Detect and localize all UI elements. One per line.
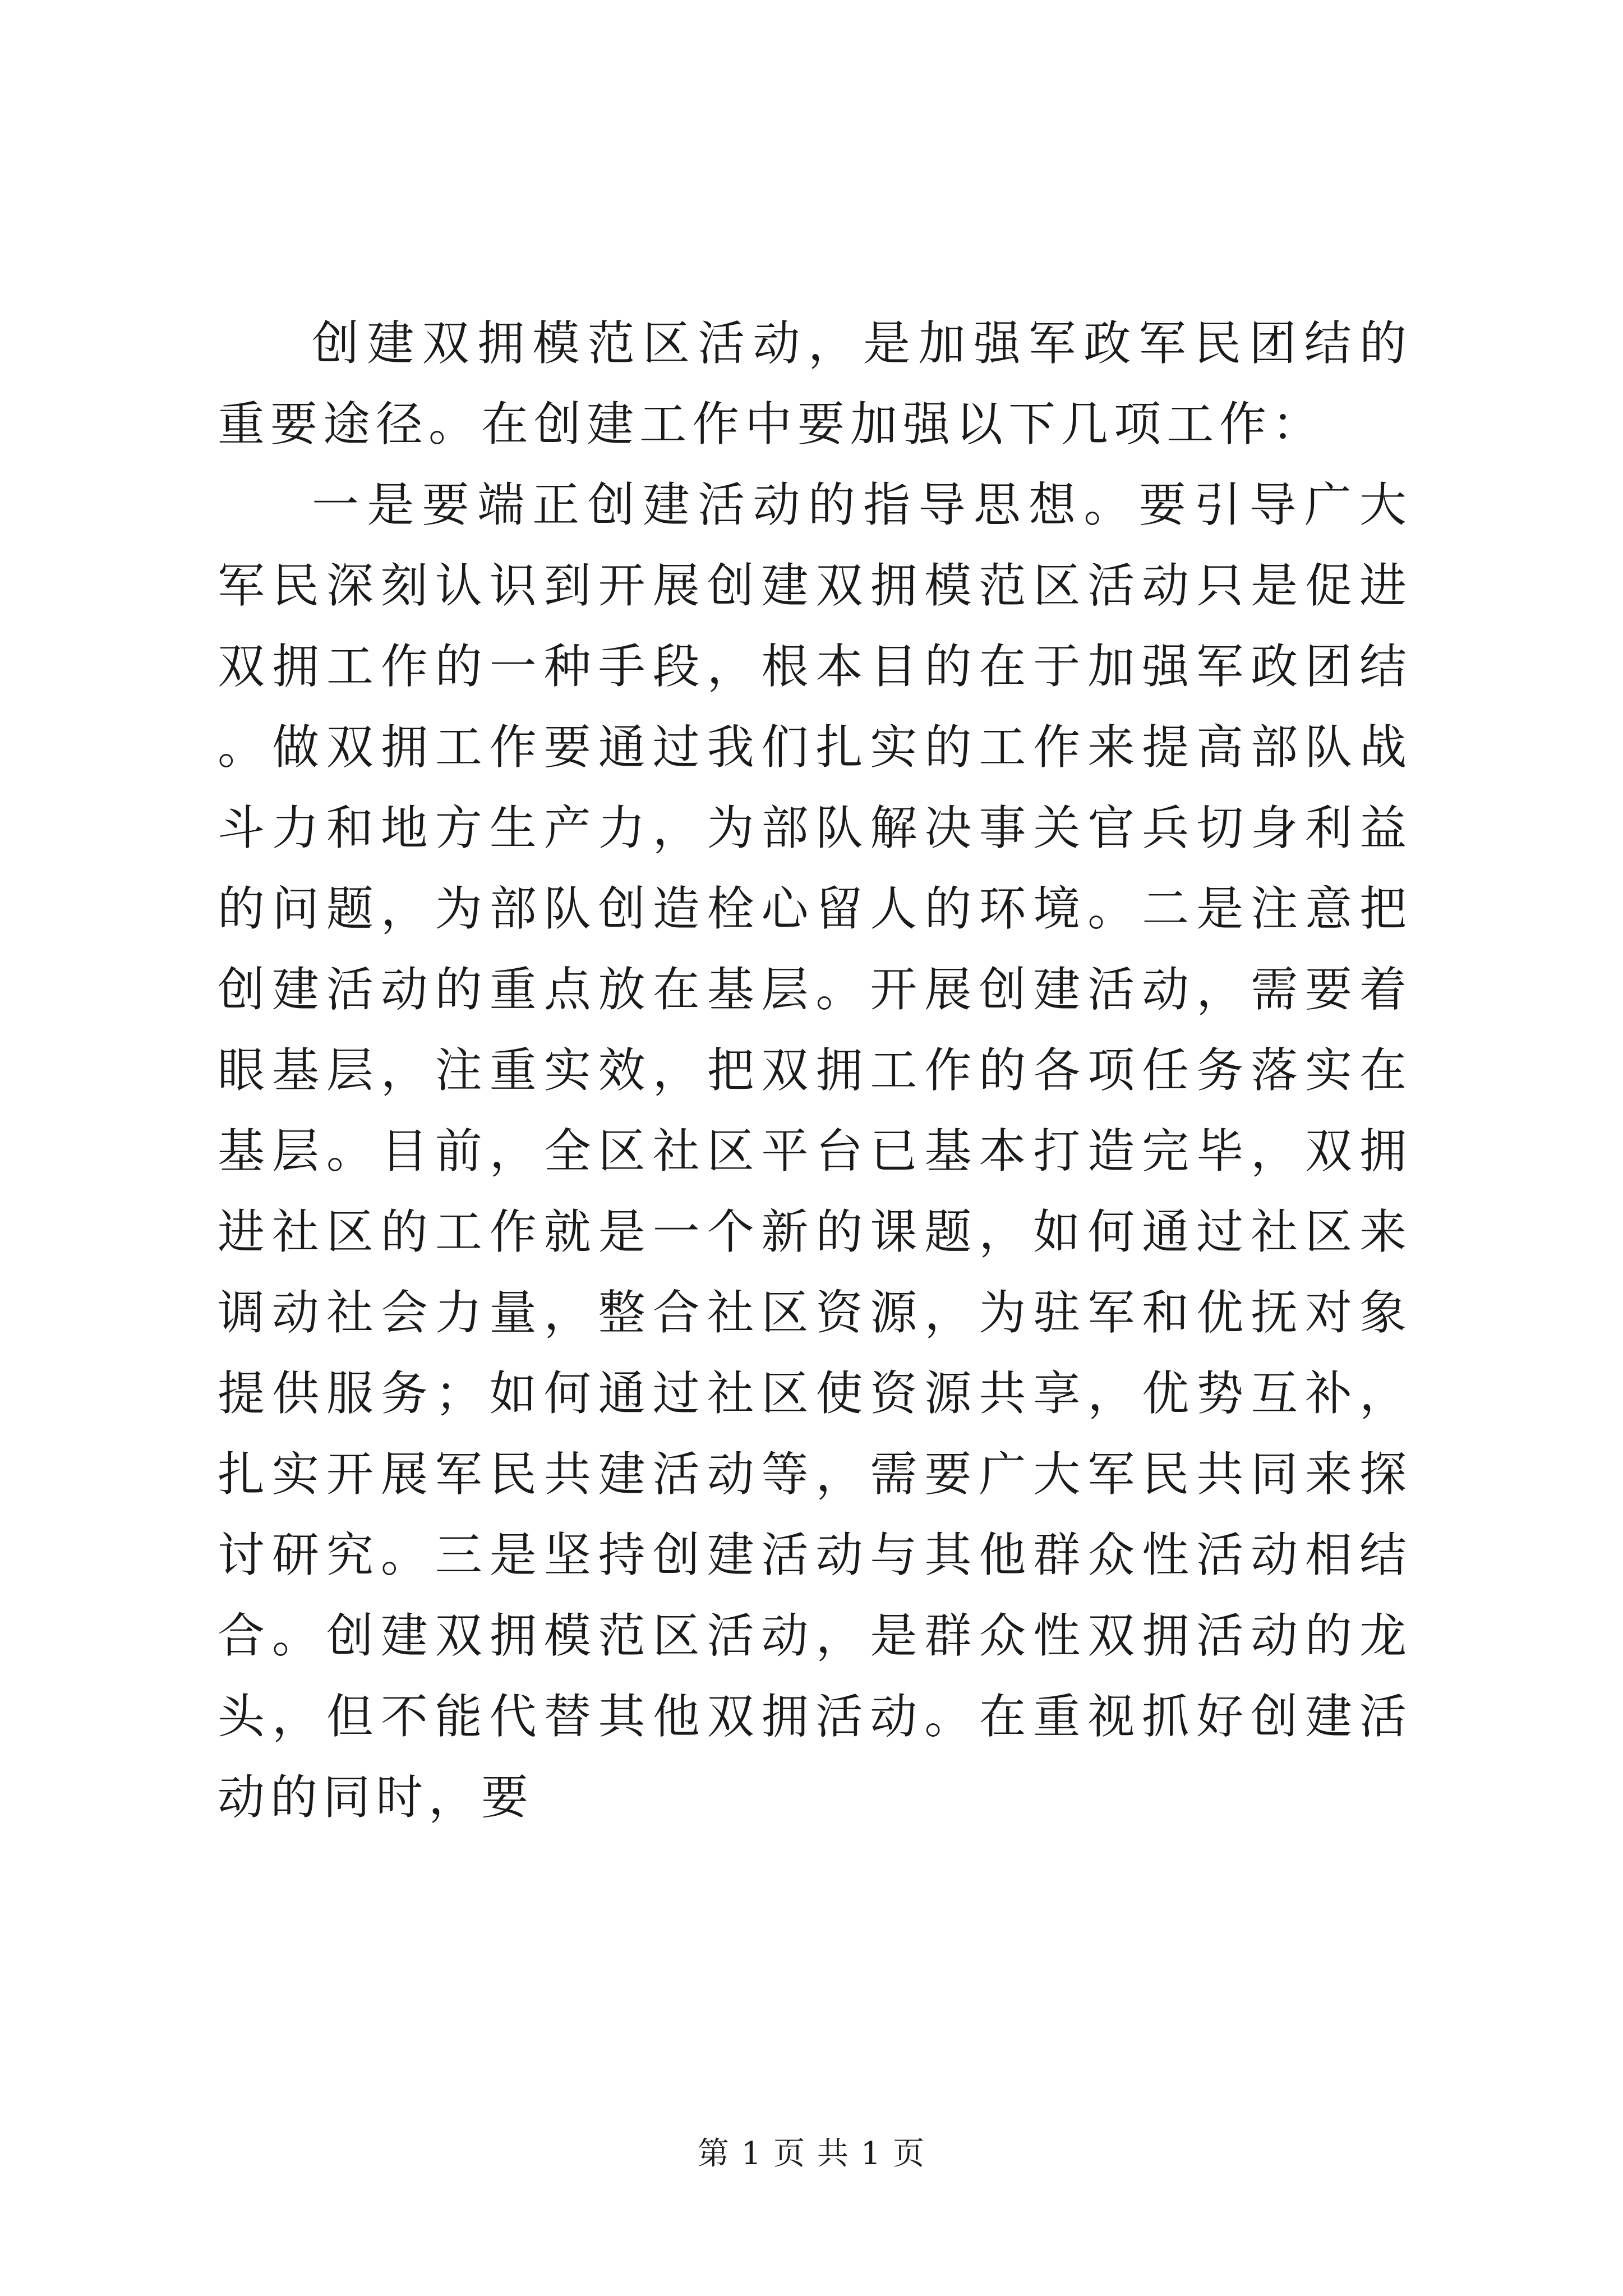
paragraph-intro: 创建双拥模范区活动，是加强军政军民团结的重要途径。在创建工作中要加强以下几项工作： (218, 316, 1412, 452)
document-body (218, 303, 1412, 1838)
paragraph-main: 一是要端正创建活动的指导思想。要引导广大军民深刻认识到开展创建双拥模范区活动只是促进双拥工作的一种手段，根本目的在于加强军政团结。做双拥工作要通过我们扎实的工作来提高部队战斗力和地方生产力，为部队解决事关官兵切身利益的问题，为部队创造栓心留人的环境。二是注意把创建活动的重点放在基层。开展创建活动，需要着眼基层，注重实效，把双拥工作的各项任务落实在基层。目前，全区社区平台已基本打造完毕，双拥进社区的工作就是一个新的课题，如何通过社区来调动社会力量，整合社区资源，为驻军和优抚对象提供服务；如何通过社区使资源共享，优势互补，扎实开展军民共建活动等，需要广大军民共同来探讨研究。三是坚持创建活动与其他群众性活动相结合。创建双拥模范区活动，是群众性双拥活动的龙头，但不能代替其他双拥活动。在重视抓好创建活动的同时，要 (218, 477, 1412, 1825)
page-footer: 第 1 页 共 1 页 (697, 2136, 926, 2172)
